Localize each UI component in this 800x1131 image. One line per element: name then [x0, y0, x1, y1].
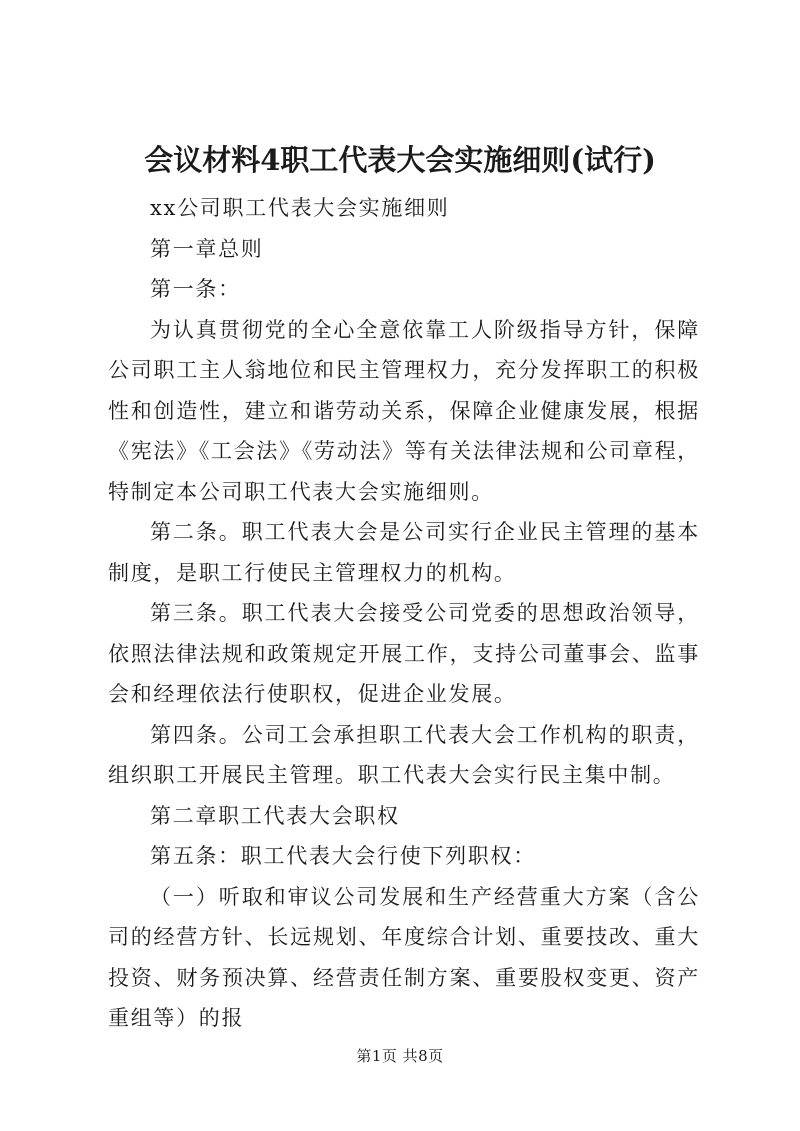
paragraph-article-5-item-1: （一）听取和审议公司发展和生产经营重大方案（含公司的经营方针、长远规划、年度综合计划、重要技改、重大投资、财务预决算、经营责任制方案、重要股权变更、资产重组等）的报: [108, 884, 700, 1030]
paragraph-chapter-2: 第二章职工代表大会职权: [150, 803, 400, 828]
paragraph-subtitle: xx公司职工代表大会实施细则: [150, 196, 450, 220]
paragraph-article-2: 第二条。职工代表大会是公司实行企业民主管理的基本制度，是职工行使民主管理权力的机构。: [108, 520, 700, 585]
paragraph-chapter-1: 第一章总则: [150, 236, 264, 261]
document-title: 会议材料4职工代表大会实施细则(试行): [144, 143, 656, 177]
page-footer: [0, 1046, 800, 1066]
paragraph-article-1-heading: 第一条：: [150, 277, 241, 301]
paragraph-article-3: 第三条。职工代表大会接受公司党委的思想政治领导，依照法律法规和政策规定开展工作，支持公司董事会、监事会和经理依法行使职权，促进企业发展。: [108, 601, 700, 706]
paragraph-article-5: 第五条：职工代表大会行使下列职权：: [150, 844, 536, 868]
paragraph-article-1-body: 为认真贯彻党的全心全意依靠工人阶级指导方针，保障公司职工主人翁地位和民主管理权力，充分发挥职工的积极性和创造性，建立和谐劳动关系，保障企业健康发展，根据《宪法》《工会法》《劳动法》等有关法律法规和公司章程，特制定本公司职工代表大会实施细则。: [108, 317, 700, 504]
document-body: [108, 188, 700, 1039]
page-number-indicator: 第1页 共8页: [356, 1047, 444, 1065]
paragraph-article-4: 第四条。公司工会承担职工代表大会工作机构的职责，组织职工开展民主管理。职工代表大会实行民主集中制。: [108, 722, 700, 787]
